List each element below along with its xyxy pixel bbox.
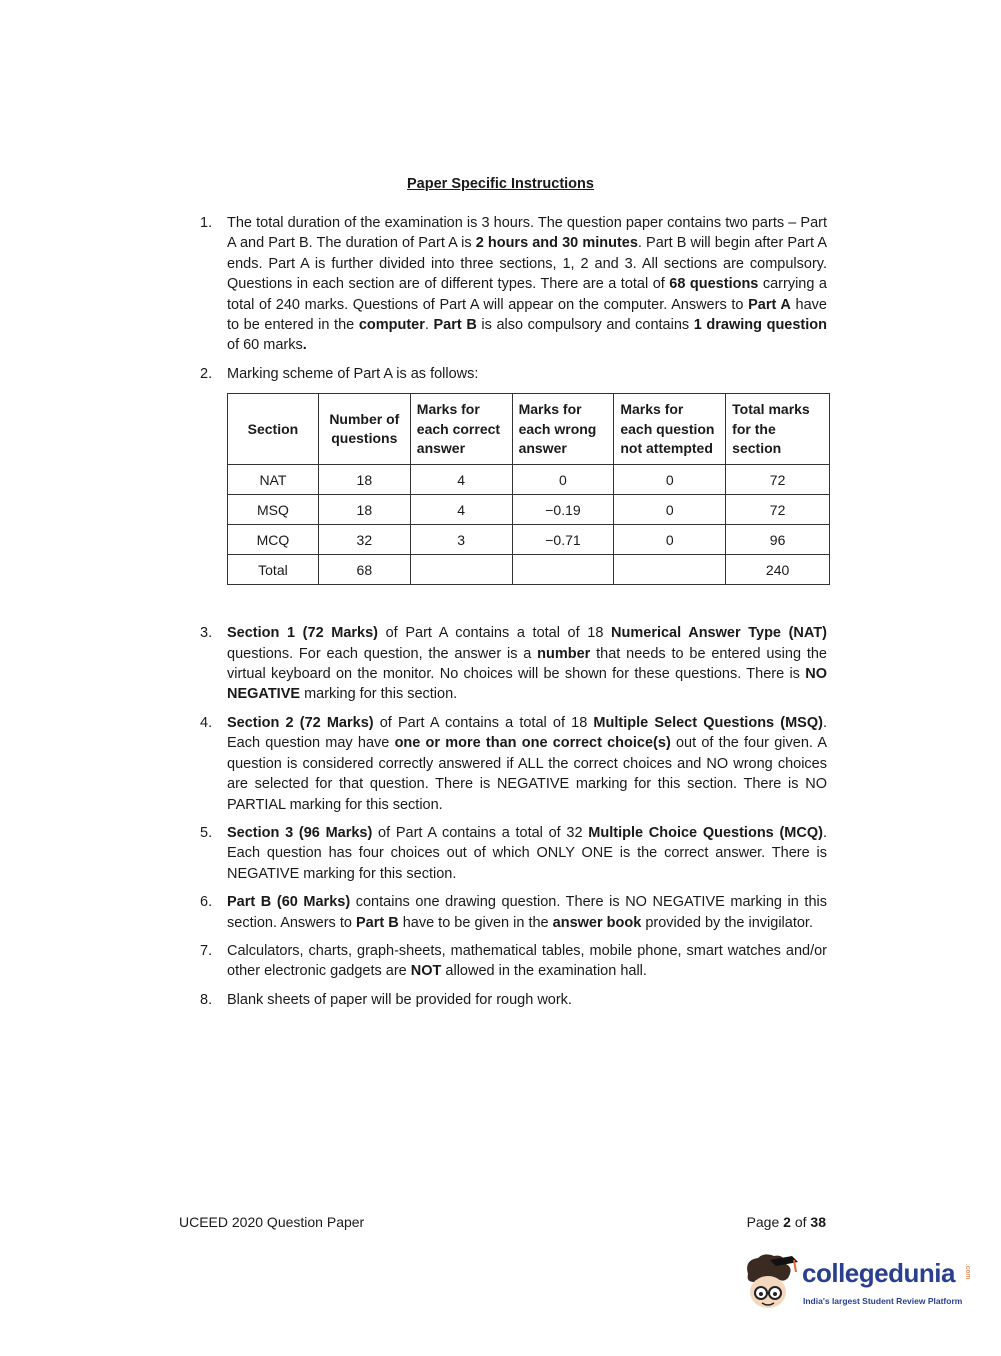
instruction-2: 2. Marking scheme of Part A is as follows: Section Number of questions Marks for each correct answer Marks for each wrong answer Marks for each question not attempted Total marks for the section NAT 18 4 0 0 72 MSQ 18 4 −0.19 0 72 MCQ 32 3 −0.71 0 96 Total 68 240 [200, 364, 827, 615]
instruction-number: 4. [200, 714, 213, 731]
table-row: MCQ 32 3 −0.71 0 96 [228, 525, 830, 555]
instruction-number: 8. [200, 991, 213, 1008]
instruction-number: 3. [200, 625, 213, 642]
table-row: NAT 18 4 0 0 72 [228, 465, 830, 495]
logo-tagline: India's largest Student Review Platform [803, 1296, 963, 1306]
header-marks-correct: Marks for each correct answer [410, 394, 512, 465]
collegedunia-logo [740, 1250, 970, 1318]
instruction-8: 8. Blank sheets of paper will be provided for rough work. [200, 990, 827, 1010]
instruction-list [200, 213, 827, 1018]
footer-paper-name: UCEED 2020 Question Paper [179, 1214, 365, 1230]
header-number-of-questions: Number of questions [318, 394, 410, 465]
marking-scheme-table [227, 393, 830, 585]
instruction-number: 1. [200, 215, 213, 231]
instruction-number: 6. [200, 894, 213, 911]
header-total-marks: Total marks for the section [726, 394, 830, 465]
instruction-1: 1. The total duration of the examination is 3 hours. The question paper contains two parts – Part A and Part B. The duration of Part A is 2 hours and 30 minutes. Part B will begin after Part A ends. Part A is further divided into three sections, 1, 2 and 3. All sections are compulsory. Questions in each section are of different types. There are a total of 68 questions carrying a total of 240 marks. Questions of Part A will appear on the computer. Answers to Part A have to be entered in the computer. Part B is also compulsory and contains 1 drawing question of 60 marks. [200, 215, 827, 354]
table-row: MSQ 18 4 −0.19 0 72 [228, 495, 830, 525]
instruction-number: 2. [200, 365, 213, 382]
table-row-total: Total 68 240 [228, 555, 830, 585]
instruction-3: 3. Section 1 (72 Marks) of Part A contains a total of 18 Numerical Answer Type (NAT) questions. For each question, the answer is a number that needs to be entered using the virtual keyboard on the monitor. No choices will be shown for these questions. There is NO NEGATIVE marking for this section. [200, 625, 827, 703]
instruction-5: 5. Section 3 (96 Marks) of Part A contains a total of 32 Multiple Choice Questions (MCQ). Each question has four choices out of which ONLY ONE is the correct answer. There is NEGATIVE marking for this section. [200, 824, 827, 882]
header-section: Section [228, 394, 319, 465]
instruction-number: 7. [200, 942, 213, 959]
page-title: Paper Specific Instructions [407, 176, 594, 192]
header-marks-not-attempted: Marks for each question not attempted [614, 394, 726, 465]
footer-page-number: Page 2 of 38 [746, 1214, 826, 1230]
instruction-number: 5. [200, 824, 213, 841]
instruction-7: 7. Calculators, charts, graph-sheets, mathematical tables, mobile phone, smart watches and/or other electronic gadgets are NOT allowed in the examination hall. [200, 942, 827, 980]
table-header-row [228, 394, 830, 465]
instruction-4: 4. Section 2 (72 Marks) of Part A contains a total of 18 Multiple Select Questions (MSQ). Each question may have one or more than one correct choice(s) out of the four given. A question is considered correctly answered if ALL the correct choices and NO wrong choices are selected for that question. There is NEGATIVE marking for this section. There is NO PARTIAL marking for this section. [200, 714, 827, 813]
logo-suffix: .com [964, 1264, 971, 1280]
instruction-6: 6. Part B (60 Marks) contains one drawing question. There is NO NEGATIVE marking in this section. Answers to Part B have to be given in the answer book provided by the invigilator. [200, 894, 827, 931]
header-marks-wrong: Marks for each wrong answer [512, 394, 614, 465]
mascot-icon [740, 1252, 800, 1314]
logo-wordmark: collegedunia [802, 1258, 955, 1288]
